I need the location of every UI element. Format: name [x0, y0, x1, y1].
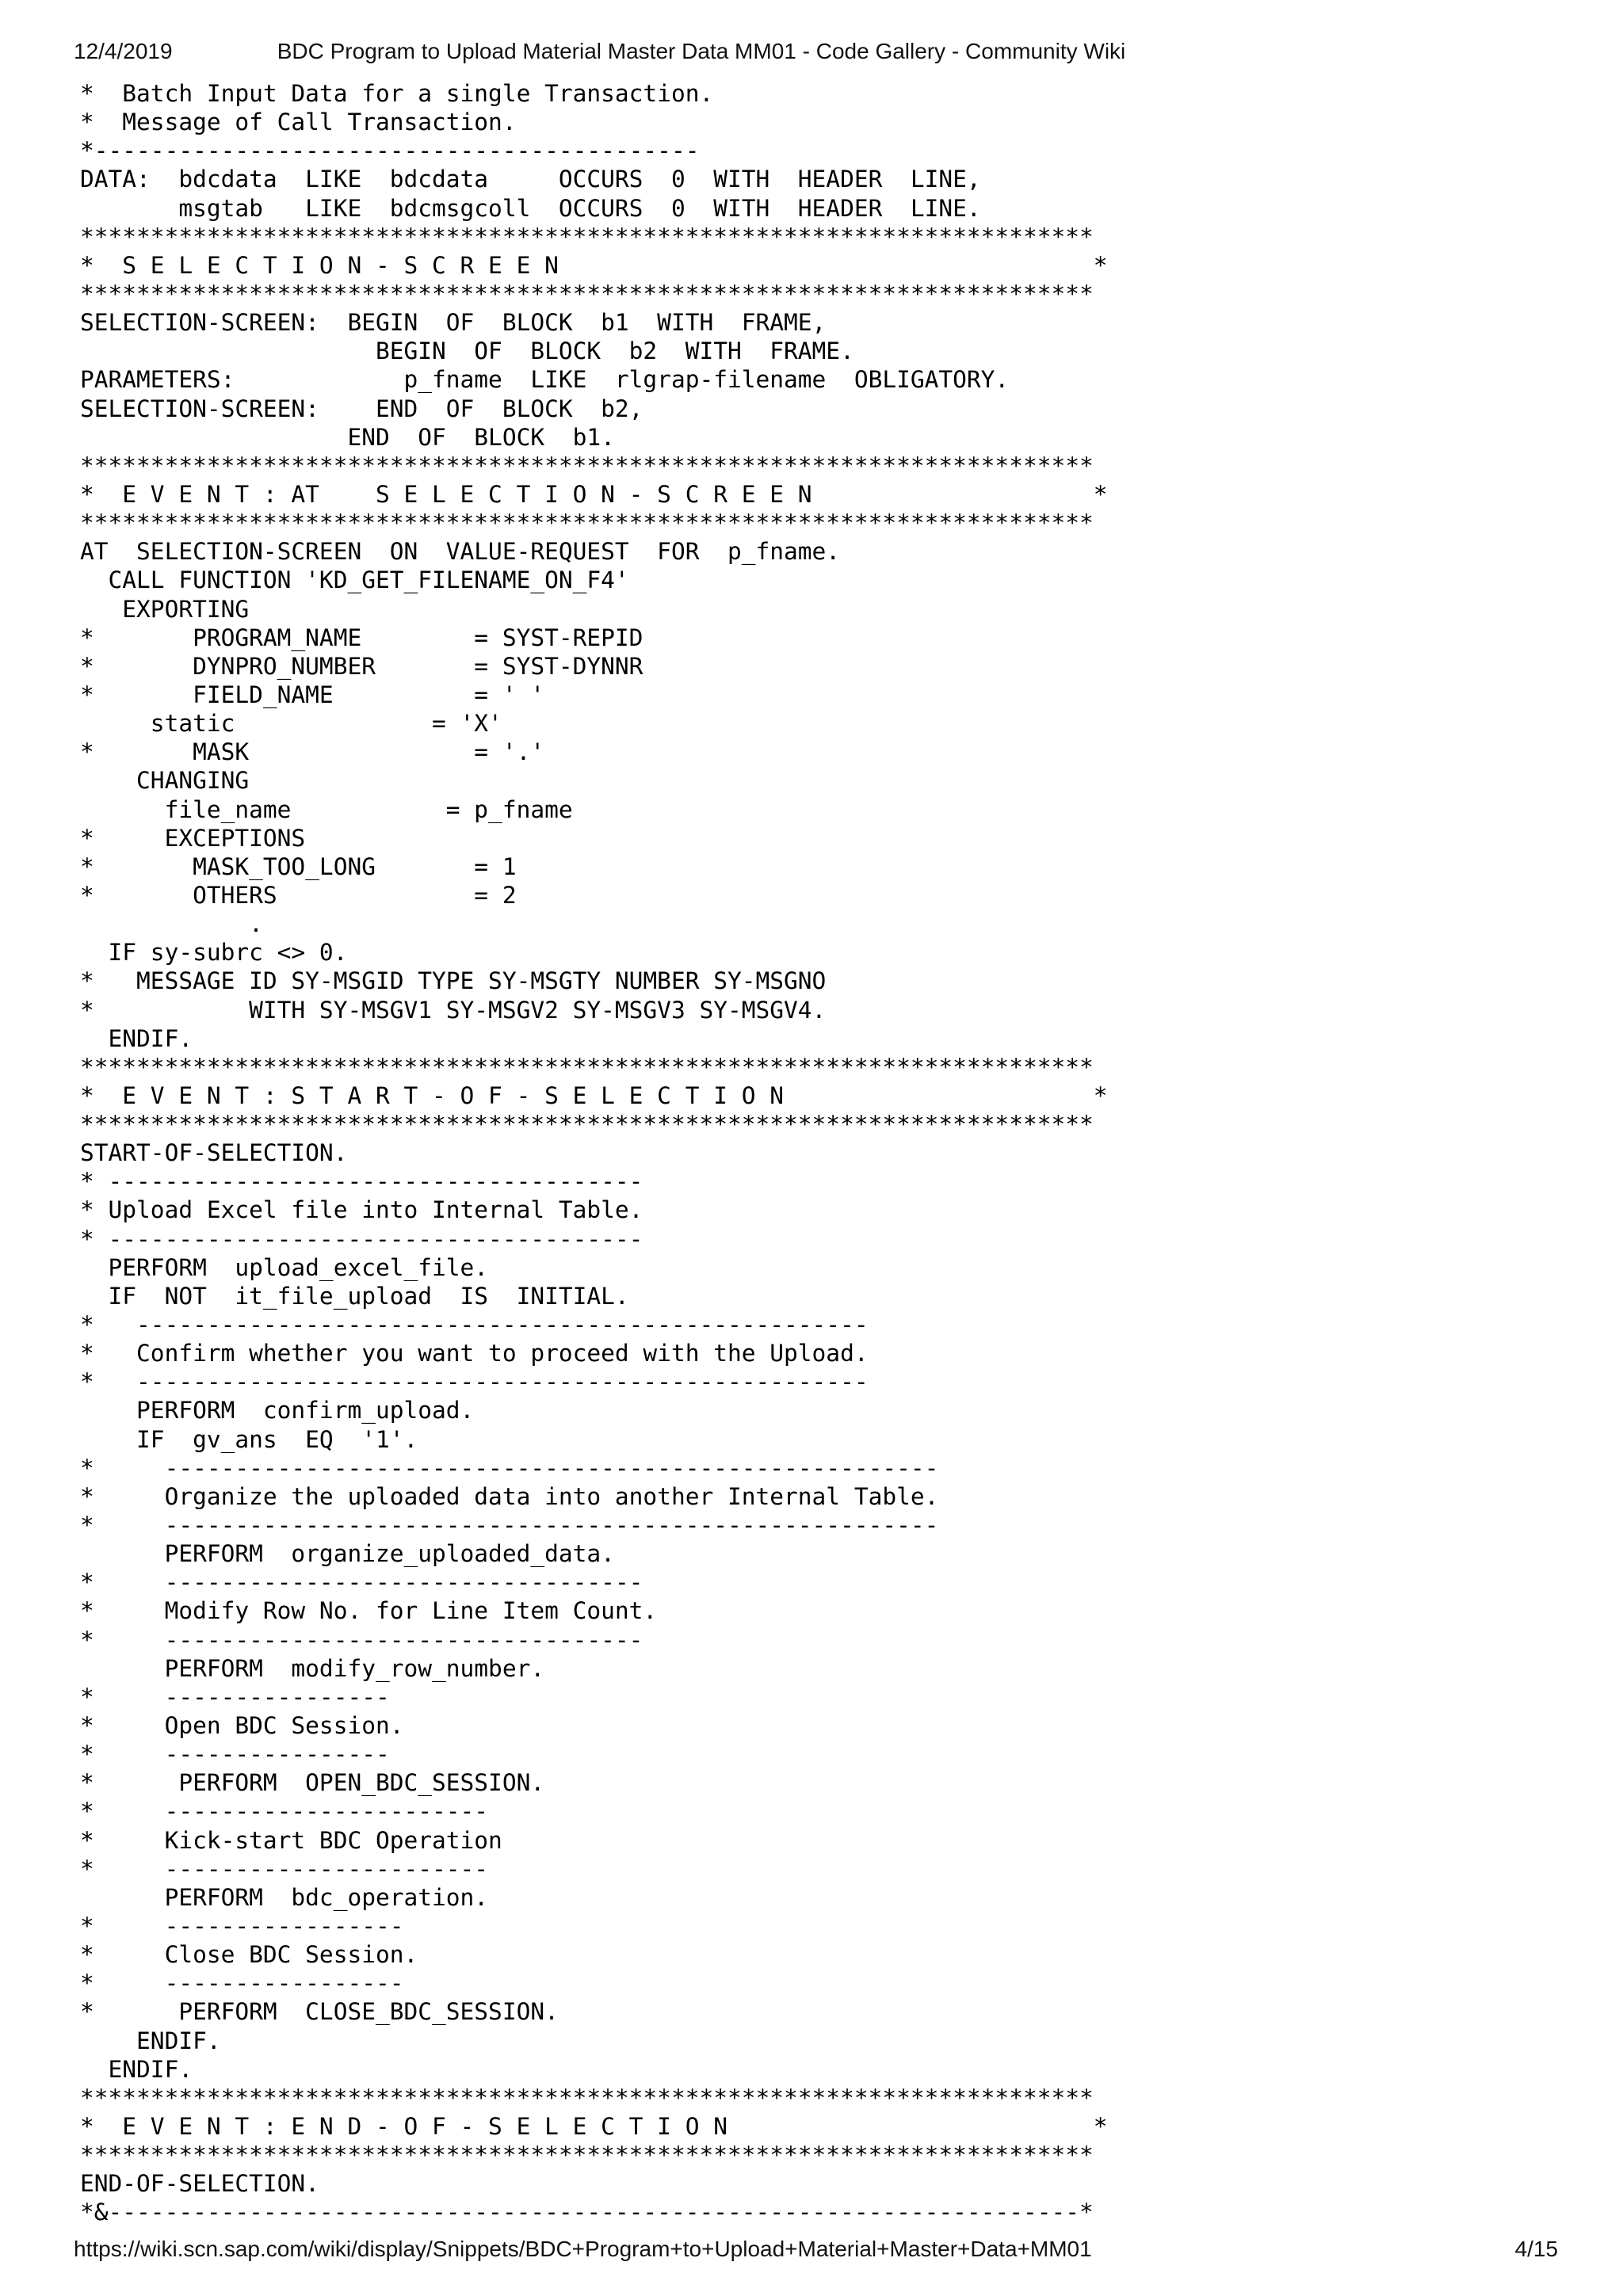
code-line: file_name = p_fname: [80, 795, 573, 823]
code-line: * MASK = '.': [80, 738, 545, 766]
print-date: 12/4/2019: [74, 39, 173, 63]
code-line: CHANGING: [80, 767, 250, 795]
code-line: * -----------------: [80, 1913, 404, 1939]
code-line: SELECTION-SCREEN: BEGIN OF BLOCK b1 WITH FRAME,: [80, 309, 827, 337]
code-line: * DYNPRO_NUMBER = SYST-DYNNR: [80, 652, 643, 680]
code-line: * MESSAGE ID SY-MSGID TYPE SY-MSGTY NUMBER SY-MSGNO: [80, 967, 827, 995]
code-line: * MASK_TOO_LONG = 1: [80, 852, 517, 880]
code-line: END OF BLOCK b1.: [80, 423, 615, 451]
code-line: * E V E N T : S T A R T - O F - S E L E C T I O N *: [80, 1081, 1108, 1109]
page-number: 4/15: [1514, 2237, 1558, 2261]
document-title: BDC Program to Upload Material Master Data MM01 - Code Gallery - Community Wiki: [277, 39, 1126, 63]
code-line: EXPORTING: [80, 595, 250, 623]
code-line: * OTHERS = 2: [80, 881, 517, 909]
code-line: DATA: bdcdata LIKE bdcdata OCCURS 0 WITH HEADER LINE,: [80, 166, 981, 193]
code-line: START-OF-SELECTION.: [80, 1139, 348, 1167]
code-line: * Confirm whether you want to proceed with the Upload.: [80, 1340, 869, 1367]
code-line: ************************************************************************: [80, 452, 1094, 479]
code-line: PERFORM organize_uploaded_data.: [80, 1540, 615, 1568]
code-line: IF gv_ans EQ '1'.: [80, 1425, 418, 1453]
code-line: ************************************************************************: [80, 2084, 1094, 2111]
code-line: * Organize the uploaded data into another Internal Table.: [80, 1482, 939, 1510]
code-line: * PERFORM CLOSE_BDC_SESSION.: [80, 1998, 559, 2026]
code-line: static = 'X': [80, 710, 502, 738]
code-line: END-OF-SELECTION.: [80, 2170, 319, 2198]
code-line: * Close BDC Session.: [80, 1941, 418, 1969]
code-line: ENDIF.: [80, 2055, 193, 2083]
code-line: * Kick-start BDC Operation: [80, 1826, 502, 1854]
code-line: * E V E N T : AT S E L E C T I O N - S C R E E N *: [80, 480, 1108, 508]
code-line: * -----------------: [80, 1970, 404, 1997]
code-line: PERFORM modify_row_number.: [80, 1654, 545, 1682]
code-line: PERFORM upload_excel_file.: [80, 1253, 489, 1281]
code-line: PERFORM bdc_operation.: [80, 1883, 489, 1911]
code-line: * Batch Input Data for a single Transaction.: [80, 80, 714, 107]
code-line: * Modify Row No. for Line Item Count.: [80, 1597, 658, 1625]
code-line: * ----------------------------------: [80, 1569, 643, 1596]
code-line: BEGIN OF BLOCK b2 WITH FRAME.: [80, 338, 854, 365]
code-line: IF sy-subrc <> 0.: [80, 939, 348, 967]
code-line: * PROGRAM_NAME = SYST-REPID: [80, 624, 643, 651]
code-line: ************************************************************************: [80, 509, 1094, 537]
code-line: * PERFORM OPEN_BDC_SESSION.: [80, 1769, 545, 1797]
code-line: ************************************************************************: [80, 1111, 1094, 1138]
code-line: * WITH SY-MSGV1 SY-MSGV2 SY-MSGV3 SY-MSGV4.: [80, 996, 827, 1024]
page-url: https://wiki.scn.sap.com/wiki/display/Snippets/BDC+Program+to+Upload+Material+Master+Data+MM01: [74, 2237, 1092, 2261]
code-line: * ----------------------------------: [80, 1626, 643, 1653]
code-line: ************************************************************************: [80, 223, 1094, 250]
code-line: *-------------------------------------------: [80, 137, 700, 165]
code-line: * -------------------------------------------------------: [80, 1512, 939, 1539]
code-line: ENDIF.: [80, 2027, 221, 2054]
code-line: ************************************************************************: [80, 280, 1094, 307]
code-line: * ----------------: [80, 1741, 390, 1768]
code-line: AT SELECTION-SCREEN ON VALUE-REQUEST FOR p_fname.: [80, 538, 841, 566]
code-line: * S E L E C T I O N - S C R E E N *: [80, 251, 1108, 279]
code-line: * -----------------------: [80, 1798, 489, 1825]
code-line: * FIELD_NAME = ' ': [80, 681, 545, 708]
code-line: ENDIF.: [80, 1024, 193, 1052]
code-line: CALL FUNCTION 'KD_GET_FILENAME_ON_F4': [80, 566, 629, 594]
code-line: msgtab LIKE bdcmsgcoll OCCURS 0 WITH HEADER LINE.: [80, 194, 981, 222]
print-header: [0, 38, 1623, 70]
print-footer: [0, 2236, 1623, 2267]
code-line: * EXCEPTIONS: [80, 824, 306, 852]
code-listing: [80, 79, 1554, 2227]
code-line: *&---------------------------------------------------------------------*: [80, 2199, 1094, 2226]
code-line: ************************************************************************: [80, 1053, 1094, 1081]
code-line: * Open BDC Session.: [80, 1712, 404, 1740]
code-line: * ----------------: [80, 1683, 390, 1711]
code-line: PERFORM confirm_upload.: [80, 1397, 475, 1425]
code-line: .: [80, 910, 263, 938]
code-line: SELECTION-SCREEN: END OF BLOCK b2,: [80, 395, 643, 422]
code-line: * Message of Call Transaction.: [80, 109, 517, 136]
code-line: PARAMETERS: p_fname LIKE rlgrap-filename OBLIGATORY.: [80, 366, 1010, 394]
code-line: * -------------------------------------------------------: [80, 1454, 939, 1482]
code-line: IF NOT it_file_upload IS INITIAL.: [80, 1282, 629, 1310]
code-line: * --------------------------------------: [80, 1168, 643, 1196]
code-line: * ----------------------------------------------------: [80, 1311, 869, 1339]
code-line: ************************************************************************: [80, 2142, 1094, 2169]
code-line: * --------------------------------------: [80, 1225, 643, 1253]
code-line: * -----------------------: [80, 1855, 489, 1882]
code-line: * Upload Excel file into Internal Table.: [80, 1196, 643, 1224]
code-line: * E V E N T : E N D - O F - S E L E C T I O N *: [80, 2112, 1108, 2140]
code-line: * ----------------------------------------------------: [80, 1368, 869, 1396]
